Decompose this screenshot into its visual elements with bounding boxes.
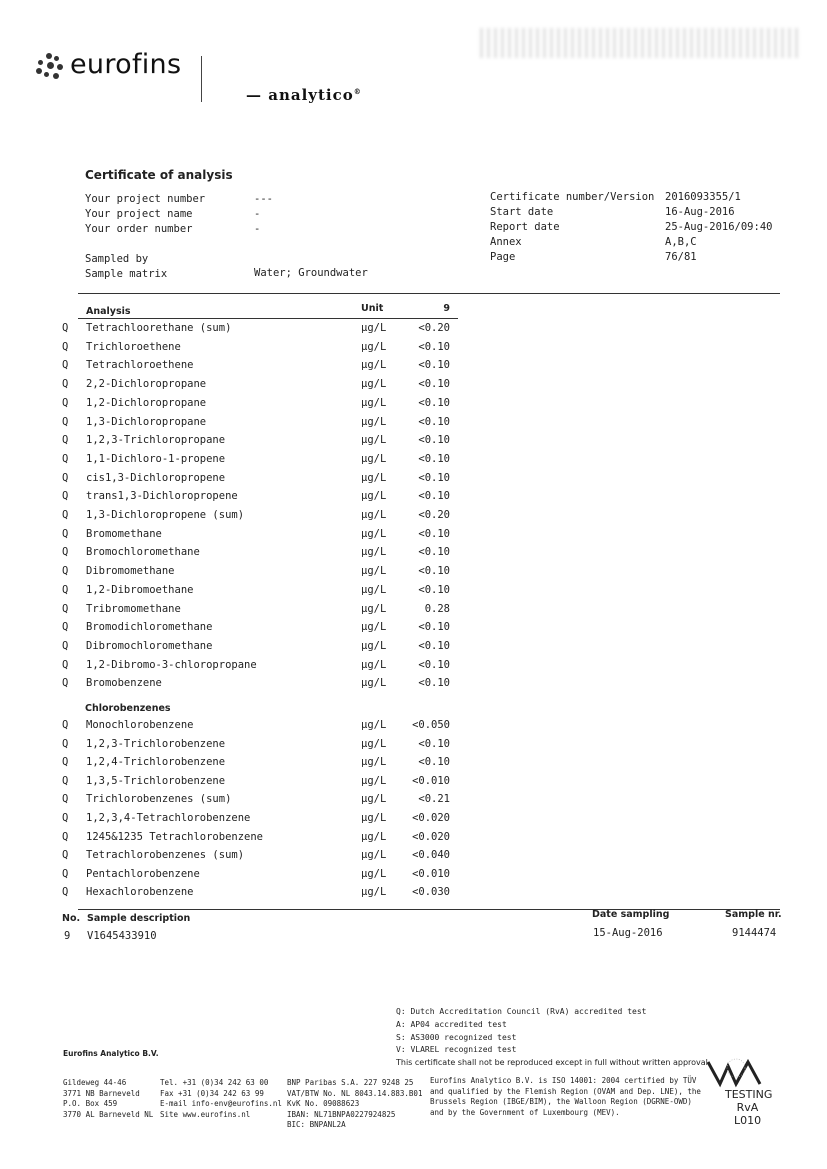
rva-logo-icon (706, 1058, 766, 1090)
col-unit-header: Unit (361, 303, 384, 314)
table-row (0, 603, 827, 621)
row-analysis-name: Tribromomethane (86, 602, 181, 615)
project-name-value: - (254, 208, 261, 220)
row-unit: µg/L (361, 490, 387, 503)
row-analysis-name: Dibromochloromethane (86, 639, 213, 652)
row-q-flag: Q (62, 812, 69, 824)
table-row (0, 812, 827, 830)
row-unit: µg/L (361, 719, 387, 731)
row-unit: µg/L (361, 774, 387, 787)
table-row (0, 565, 827, 583)
row-analysis-name: Bromochloromethane (86, 546, 200, 559)
row-q-flag: Q (62, 546, 69, 559)
row-value: 0.28 (424, 602, 450, 615)
col-sample-nr-header: Sample nr. (725, 909, 782, 920)
row-unit: µg/L (361, 527, 387, 540)
row-analysis-name: 1,2,3,4-Tetrachlorobenzene (86, 812, 251, 824)
row-value: <0.10 (418, 565, 450, 578)
row-analysis-name: 1,3-Dichloropropene (sum) (86, 509, 245, 521)
row-value: <0.10 (418, 677, 450, 690)
table-row (0, 378, 827, 396)
row-unit: µg/L (361, 509, 387, 521)
row-unit: µg/L (361, 415, 387, 428)
row-analysis-name: Tetrachloorethane (sum) (86, 322, 232, 334)
row-analysis-name: 1245&1235 Tetrachlorobenzene (86, 830, 264, 843)
row-q-flag: Q (62, 849, 69, 862)
row-unit: µg/L (361, 658, 387, 671)
row-q-flag: Q (62, 527, 69, 540)
row-value: <0.050 (412, 719, 450, 731)
row-value: <0.10 (418, 396, 450, 409)
legend-reproduction-note: This certificate shall not be reproduced except in full without written approval (396, 1058, 708, 1067)
row-analysis-name: 1,2-Dibromoethane (86, 583, 194, 596)
table-row (0, 434, 827, 452)
row-analysis-name: 1,3,5-Trichlorobenzene (86, 774, 226, 787)
col-sample-header: 9 (443, 303, 450, 314)
row-unit: µg/L (361, 812, 387, 824)
row-analysis-name: 1,2-Dichloropropane (86, 396, 207, 409)
row-analysis-name: Hexachlorobenzene (86, 886, 194, 899)
row-value: <0.10 (418, 452, 450, 465)
table-header-rule (78, 318, 458, 319)
row-analysis-name: 1,1-Dichloro-1-propene (86, 452, 226, 465)
col-date-header: Date sampling (592, 909, 670, 920)
row-value: <0.20 (418, 322, 450, 334)
legend-q: Q: Dutch Accreditation Council (RvA) accredited test (396, 1007, 647, 1016)
row-unit: µg/L (361, 340, 387, 353)
table-row (0, 528, 827, 546)
row-unit: µg/L (361, 546, 387, 559)
legend-a: A: AP04 accredited test (396, 1020, 507, 1029)
row-analysis-name: 1,2,4-Trichlorobenzene (86, 756, 226, 769)
row-q-flag: Q (62, 565, 69, 578)
row-value: <0.10 (418, 756, 450, 769)
table-row (0, 341, 827, 359)
col-no-header: No. (62, 913, 81, 924)
rva-code: RvA L010 (733, 1101, 762, 1127)
table-row (0, 584, 827, 602)
project-name-label: Your project name (85, 208, 193, 220)
row-q-flag: Q (62, 434, 69, 447)
table-row (0, 490, 827, 508)
row-q-flag: Q (62, 639, 69, 652)
row-unit: µg/L (361, 621, 387, 634)
table-row (0, 738, 827, 756)
sample-description: V1645433910 (87, 930, 157, 942)
row-q-flag: Q (62, 509, 69, 521)
col-description-header: Sample description (87, 913, 191, 924)
table-row (0, 719, 827, 737)
row-value: <0.10 (418, 658, 450, 671)
row-value: <0.020 (412, 830, 450, 843)
row-q-flag: Q (62, 471, 69, 484)
annex-value: A,B,C (665, 236, 697, 248)
sampled-by-label: Sampled by (85, 253, 149, 265)
table-row (0, 775, 827, 793)
row-analysis-name: Monochlorobenzene (86, 719, 194, 731)
order-number-value: - (254, 223, 261, 235)
table-row (0, 621, 827, 639)
row-value: <0.030 (412, 886, 450, 899)
table-row (0, 416, 827, 434)
row-analysis-name: Bromodichloromethane (86, 621, 213, 634)
row-unit: µg/L (361, 677, 387, 690)
table-row (0, 831, 827, 849)
row-value: <0.20 (418, 509, 450, 521)
row-value: <0.020 (412, 812, 450, 824)
row-unit: µg/L (361, 378, 387, 391)
table-row (0, 546, 827, 564)
table-row (0, 849, 827, 867)
row-q-flag: Q (62, 378, 69, 391)
row-q-flag: Q (62, 830, 69, 843)
row-value: <0.21 (418, 793, 450, 806)
col-analysis-header: Analysis (86, 306, 131, 317)
row-value: <0.10 (418, 415, 450, 428)
sample-matrix-label: Sample matrix (85, 268, 168, 280)
row-q-flag: Q (62, 602, 69, 615)
footer-company: Eurofins Analytico B.V. (63, 1049, 159, 1058)
table-row (0, 886, 827, 904)
samples-top-rule (78, 909, 780, 910)
row-unit: µg/L (361, 756, 387, 769)
row-unit: µg/L (361, 396, 387, 409)
row-value: <0.10 (418, 621, 450, 634)
sample-nr: 9144474 (732, 927, 777, 939)
row-unit: µg/L (361, 471, 387, 484)
table-row (0, 677, 827, 695)
row-analysis-name: Bromobenzene (86, 677, 162, 690)
row-unit: µg/L (361, 452, 387, 465)
table-row (0, 756, 827, 774)
row-q-flag: Q (62, 677, 69, 690)
page-number-value: 76/81 (665, 251, 697, 263)
sub-brand-name: — analytico® (246, 86, 362, 104)
row-q-flag: Q (62, 774, 69, 787)
table-row (0, 472, 827, 490)
report-date-value: 25-Aug-2016/09:40 (665, 221, 773, 233)
brand-divider (201, 56, 202, 102)
stamp-watermark (480, 28, 800, 58)
page-title: Certificate of analysis (85, 168, 233, 182)
table-row (0, 659, 827, 677)
legend-s: S: AS3000 recognized test (396, 1033, 517, 1042)
row-q-flag: Q (62, 583, 69, 596)
row-analysis-name: Tetrachlorobenzenes (sum) (86, 849, 245, 862)
row-unit: µg/L (361, 639, 387, 652)
row-unit: µg/L (361, 565, 387, 578)
sample-info-labels (85, 252, 167, 282)
row-q-flag: Q (62, 658, 69, 671)
row-q-flag: Q (62, 322, 69, 334)
report-date-label: Report date (490, 221, 560, 233)
footer-address: Gildeweg 44-46 3771 NB Barneveld P.O. Box 459 3770 AL Barneveld NL (63, 1078, 154, 1119)
row-q-flag: Q (62, 452, 69, 465)
row-unit: µg/L (361, 602, 387, 615)
footer-certifications: Eurofins Analytico B.V. is ISO 14001: 2004 certified by TÜV and qualified by the Flemish Region (OVAM and Dep. LNE), the Brussels Region (IBGE/BIM), the Walloon Region (DGRNE-OWD) and by the Government of Luxembourg (MEV). (430, 1076, 701, 1117)
project-info-labels (85, 192, 205, 237)
row-q-flag: Q (62, 621, 69, 634)
row-value: <0.10 (418, 737, 450, 750)
row-value: <0.010 (412, 867, 450, 880)
row-unit: µg/L (361, 359, 387, 372)
legend-v: V: VLAREL recognized test (396, 1045, 517, 1054)
testing-label: TESTING (725, 1088, 773, 1101)
row-unit: µg/L (361, 886, 387, 899)
certificate-meta-labels (490, 190, 654, 265)
table-row (0, 322, 827, 340)
brand-name: eurofins (70, 49, 182, 80)
row-value: <0.10 (418, 639, 450, 652)
row-q-flag: Q (62, 490, 69, 503)
row-value: <0.10 (418, 546, 450, 559)
order-number-label: Your order number (85, 223, 193, 235)
row-value: <0.10 (418, 583, 450, 596)
row-analysis-name: 1,3-Dichloropropane (86, 415, 207, 428)
row-value: <0.10 (418, 490, 450, 503)
row-unit: µg/L (361, 434, 387, 447)
project-number-label: Your project number (85, 193, 206, 205)
row-unit: µg/L (361, 583, 387, 596)
row-analysis-name: 1,2-Dibromo-3-chloropropane (86, 658, 257, 671)
page-label: Page (490, 251, 516, 263)
certificate-meta-values (665, 190, 772, 265)
certificate-number-label: Certificate number/Version (490, 191, 655, 203)
row-value: <0.10 (418, 340, 450, 353)
row-analysis-name: trans1,3-Dichloropropene (86, 490, 238, 503)
row-value: <0.10 (418, 434, 450, 447)
sample-no: 9 (64, 930, 71, 942)
row-analysis-name: 1,2,3-Trichlorobenzene (86, 737, 226, 750)
row-analysis-name: Tetrachloroethene (86, 359, 194, 372)
table-row (0, 793, 827, 811)
start-date-value: 16-Aug-2016 (665, 206, 735, 218)
row-unit: µg/L (361, 793, 387, 806)
table-row (0, 397, 827, 415)
row-analysis-name: cis1,3-Dichloropropene (86, 471, 226, 484)
footer-contact: Tel. +31 (0)34 242 63 00 Fax +31 (0)34 242 63 99 E-mail info-env@eurofins.nl Site www.eurofins.nl (160, 1078, 282, 1119)
annex-label: Annex (490, 236, 522, 248)
row-unit: µg/L (361, 830, 387, 843)
row-value: <0.10 (418, 471, 450, 484)
certificate-number-value: 2016093355/1 (665, 191, 741, 203)
table-top-rule (78, 293, 780, 294)
row-q-flag: Q (62, 756, 69, 769)
table-row (0, 509, 827, 527)
row-q-flag: Q (62, 793, 69, 806)
row-q-flag: Q (62, 886, 69, 899)
row-analysis-name: Trichloroethene (86, 340, 181, 353)
row-unit: µg/L (361, 867, 387, 880)
row-value: <0.010 (412, 774, 450, 787)
row-q-flag: Q (62, 396, 69, 409)
eurofins-logo-icon (36, 53, 66, 81)
row-analysis-name: Bromomethane (86, 527, 162, 540)
row-q-flag: Q (62, 719, 69, 731)
row-q-flag: Q (62, 737, 69, 750)
testing-badge (725, 1088, 773, 1127)
project-number-value: --- (254, 193, 273, 205)
table-row (0, 453, 827, 471)
row-value: <0.10 (418, 378, 450, 391)
row-analysis-name: 1,2,3-Trichloropropane (86, 434, 226, 447)
row-analysis-name: Pentachlorobenzene (86, 867, 200, 880)
project-info-values (254, 192, 273, 237)
table-row (0, 640, 827, 658)
row-unit: µg/L (361, 737, 387, 750)
row-value: <0.040 (412, 849, 450, 862)
row-analysis-name: 2,2-Dichloropropane (86, 378, 207, 391)
row-q-flag: Q (62, 340, 69, 353)
row-value: <0.10 (418, 527, 450, 540)
row-q-flag: Q (62, 359, 69, 372)
row-analysis-name: Trichlorobenzenes (sum) (86, 793, 232, 806)
sample-date: 15-Aug-2016 (593, 927, 663, 939)
section-chlorobenzenes: Chlorobenzenes (85, 703, 171, 714)
row-unit: µg/L (361, 322, 387, 334)
table-row (0, 359, 827, 377)
footer-bank: BNP Paribas S.A. 227 9248 25 VAT/BTW No. NL 8043.14.883.B01 KvK No. 09088623 IBAN: NL71BNPA0227924825 BIC: BNPANL2A (287, 1078, 423, 1129)
row-analysis-name: Dibromomethane (86, 565, 175, 578)
table-row (0, 868, 827, 886)
start-date-label: Start date (490, 206, 554, 218)
row-value: <0.10 (418, 359, 450, 372)
row-q-flag: Q (62, 867, 69, 880)
row-q-flag: Q (62, 415, 69, 428)
row-unit: µg/L (361, 849, 387, 862)
sample-matrix-value: Water; Groundwater (254, 267, 368, 279)
